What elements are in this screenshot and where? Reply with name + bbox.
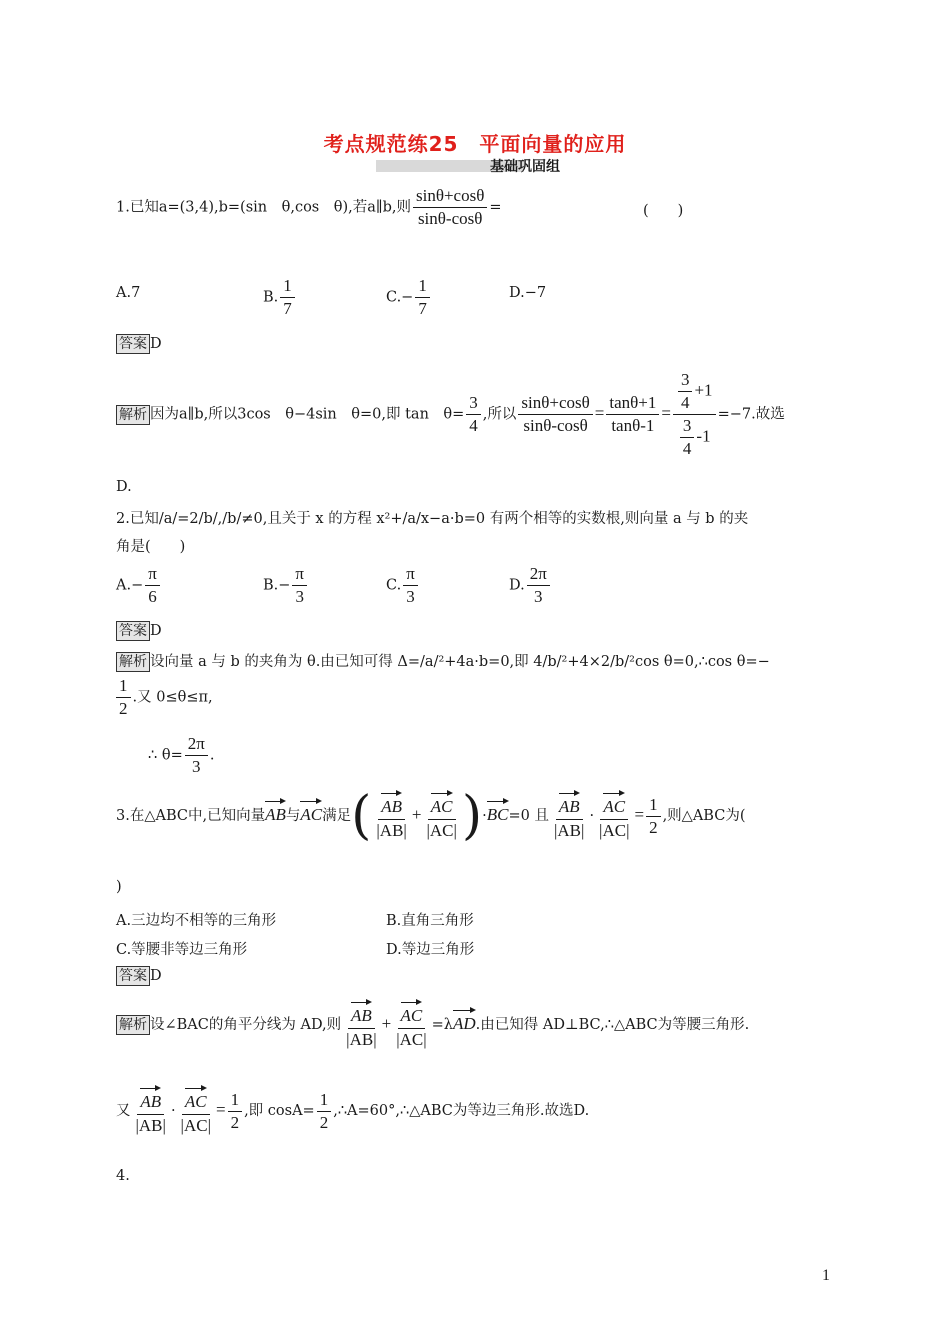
- vec-ac: AC: [300, 799, 322, 825]
- q1-r3-num: [673, 370, 716, 415]
- q3-analysis-text-3a: 又: [116, 1103, 131, 1119]
- q3-stem-text-2: ,则△ABC为(: [662, 808, 746, 824]
- q2-analysis-text-2: .又 0≤θ≤π,: [132, 689, 213, 706]
- q3-answer-value: D: [150, 968, 162, 984]
- q2-c-num: π: [403, 564, 418, 586]
- q1-option-b-frac: [280, 276, 295, 319]
- q1-ratio-2: [606, 393, 659, 436]
- q2-stem-line-1: 2.已知/a/=2/b/,/b/≠0,且关于 x 的方程 x²+/a/x−a·b=0 有两个相等的实数根,则向量 a 与 b 的夹: [116, 511, 749, 527]
- q3-a-unit-ac: [393, 1000, 429, 1050]
- q3-option-c: C.等腰非等边三角形: [116, 942, 248, 958]
- q2-c-frac: [403, 564, 418, 607]
- q3-analysis-text-3b: ,即 cosA=: [244, 1103, 315, 1119]
- analysis-tag: 解析: [116, 405, 150, 425]
- q3-b-half-num: 1: [228, 1090, 243, 1112]
- q2-b-frac: [292, 564, 307, 607]
- q2-half-num: 1: [116, 676, 131, 698]
- analysis-tag: 解析: [116, 1015, 150, 1035]
- q2-res-den: 3: [192, 757, 201, 776]
- norm-ac: |AC|: [426, 821, 457, 840]
- q1-analysis-text-1: 因为a∥b,所以3cos θ−4sin θ=0,即 tan θ=: [150, 406, 465, 423]
- q1-fraction: [413, 186, 487, 229]
- q1-eq-3: =: [661, 403, 671, 423]
- q1-stem-text: 1.已知a=(3,4),b=(sin θ,cos θ),若a∥b,则: [116, 199, 411, 216]
- page-number: 1: [822, 1267, 830, 1284]
- vec-ab: AB: [559, 791, 580, 817]
- answer-tag: 答案: [116, 334, 150, 354]
- lambda: =λ: [431, 1017, 453, 1033]
- q3-analysis-text-1: 设∠BAC的角平分线为 AD,则: [150, 1017, 342, 1033]
- q2-a-label: A.−: [116, 577, 144, 594]
- q3-c-half-num: 1: [317, 1090, 332, 1112]
- q3-unit-ac: [423, 791, 459, 841]
- q3-unit-ab-2: [551, 791, 587, 841]
- q1-analysis-text-2: ,所以: [482, 406, 517, 423]
- q3-analysis-text-2: .由已知得 AD⊥BC,∴△ABC为等腰三角形.: [475, 1017, 750, 1033]
- answer-tag: 答案: [116, 621, 150, 641]
- right-paren: ): [461, 786, 483, 846]
- norm-ac: |AC|: [599, 821, 630, 840]
- q1-r3-top-tail: +1: [694, 380, 713, 400]
- q1-analysis: [116, 370, 785, 459]
- vec-ab: AB: [140, 1086, 161, 1112]
- q2-result: [148, 734, 214, 777]
- q2-option-b: [263, 564, 309, 607]
- q1-option-d: D.−7: [509, 285, 547, 301]
- q2-half-frac: [116, 676, 131, 719]
- q1-r3-bot-den: 4: [682, 439, 692, 458]
- norm-ac: |AC|: [180, 1116, 211, 1135]
- vec-ab: AB: [265, 799, 286, 825]
- q3-b-half-den: 2: [230, 1112, 240, 1132]
- q1-r3-top-den: 4: [680, 393, 690, 412]
- q1-option-b: [263, 276, 297, 319]
- q4-label: 4.: [116, 1168, 130, 1184]
- q2-b-den: 3: [295, 587, 304, 606]
- vec-ad: AD: [453, 1008, 476, 1034]
- vec-ab: AB: [381, 791, 402, 817]
- q1-frac-den: sinθ-cosθ: [417, 209, 483, 228]
- q1-r3-bot-num: 3: [680, 416, 695, 438]
- q3-c-half-den: 2: [319, 1112, 329, 1132]
- q1-r1-den: sinθ-cosθ: [523, 416, 588, 435]
- q3-b-unit-ac: [178, 1086, 214, 1136]
- q3-unit-ac-2: [596, 791, 632, 841]
- norm-ab: |AB|: [376, 821, 407, 840]
- q1-eq-2: =: [594, 403, 605, 423]
- norm-ab: |AB|: [554, 821, 585, 840]
- q1-b-num: 1: [280, 276, 295, 298]
- q3-eq0: =0 且: [508, 808, 549, 824]
- q1-r3-top-frac: [678, 370, 693, 413]
- vec-ac: AC: [401, 1000, 423, 1026]
- q1-r2-num: tanθ+1: [606, 393, 659, 415]
- q1-r3-den: [675, 415, 714, 459]
- q3-stem-line-2: ): [116, 879, 122, 895]
- q1-blank: ( ): [643, 203, 684, 219]
- q3-half-den: 2: [649, 817, 658, 837]
- q1-frac-num: sinθ+cosθ: [413, 186, 487, 208]
- q2-option-a: [116, 564, 162, 607]
- q2-d-label: D.: [509, 577, 525, 594]
- q1-b-den: 7: [283, 299, 292, 318]
- q1-c-num: 1: [415, 276, 430, 298]
- norm-ab: |AB|: [346, 1030, 377, 1049]
- q2-a-num: π: [145, 564, 160, 586]
- q3-b-half: [228, 1090, 243, 1133]
- q1-c-den: 7: [418, 299, 427, 318]
- q1-r3-bot-tail: -1: [696, 426, 711, 446]
- q1-ratio-1: [518, 393, 592, 436]
- q2-c-label: C.: [386, 577, 402, 594]
- q2-d-num: 2π: [527, 564, 550, 586]
- analysis-tag: 解析: [116, 652, 150, 672]
- q1-r2-den: tanθ-1: [611, 416, 655, 435]
- q3-option-d: D.等边三角形: [386, 942, 475, 958]
- q3-a-unit-ab: [343, 1000, 379, 1050]
- q2-analysis-cont: [114, 676, 213, 719]
- dot: ·: [170, 1103, 176, 1119]
- q2-b-label: B.−: [263, 577, 291, 594]
- vec-ac: AC: [603, 791, 625, 817]
- q2-option-d: [509, 564, 552, 607]
- norm-ab: |AB|: [135, 1116, 166, 1135]
- plus: +: [381, 1014, 392, 1033]
- plus: +: [411, 805, 422, 824]
- q3-stem-text-1: 3.在△ABC中,已知向量: [116, 808, 266, 824]
- q1-option-c-frac: [415, 276, 430, 319]
- page-title: 考点规范练25 平面向量的应用: [323, 132, 627, 156]
- q2-res-num: 2π: [185, 734, 208, 756]
- q3-unit-ab: [373, 791, 409, 841]
- q3-and: 与: [285, 808, 301, 824]
- q1-option-c-label: C.−: [386, 289, 414, 306]
- q1-option-b-label: B.: [263, 289, 279, 306]
- q1-eq: =: [489, 199, 502, 216]
- q1-r1-num: sinθ+cosθ: [518, 393, 592, 415]
- dot: ·: [482, 808, 487, 824]
- q1-stem: [116, 186, 502, 229]
- q3-analysis-cont: 又 $\frac{AB}{|AB|}$ · $\frac{AC}{|AC|}$ = $\frac{1}{2}$ ,即 cosA= $\frac{1}{2}$ ,∴A=60°,∴△ABC为等边三角形.故选D.: [116, 1086, 589, 1136]
- left-paren: (: [351, 786, 372, 846]
- q3-analysis-text-3c: ,∴A=60°,∴△ABC为等边三角形.故选D.: [333, 1103, 590, 1119]
- q2-analysis-text-1: 设向量 a 与 b 的夹角为 θ.由已知可得 Δ=/a/²+4a·b=0,即 4/b/²+4×2/b/²cos θ=0,∴cos θ=−: [150, 654, 770, 670]
- q1-analysis-end: D.: [116, 479, 132, 495]
- q2-option-c: [386, 564, 420, 607]
- q1-tan-frac: [466, 393, 481, 436]
- q2-half-den: 2: [119, 699, 128, 718]
- vec-bc: BC: [487, 799, 509, 825]
- q3-option-b: B.直角三角形: [386, 913, 474, 929]
- q1-tan-num: 3: [466, 393, 481, 415]
- q2-c-den: 3: [406, 587, 415, 606]
- q2-b-num: π: [292, 564, 307, 586]
- q3-satisfy: 满足: [322, 808, 352, 824]
- q1-analysis-text-3: =−7.故选: [717, 406, 785, 423]
- q1-answer-value: D: [150, 336, 162, 352]
- q2-a-den: 6: [148, 587, 157, 606]
- q3-stem: 3.在△ABC中,已知向量AB与AC满足( $\frac{AB}{|AB|}$ + $\frac{AC}{|AC|}$ )·BC=0 且 $\frac{AB}{|AB|}$ · $\frac{AC}{|AC|}$ = $\frac{1}{2}$ ,则△ABC为(: [116, 786, 746, 846]
- q1-tan-den: 4: [469, 416, 478, 435]
- q2-stem-line-2: 角是( ): [116, 539, 186, 555]
- q3-option-a: A.三边均不相等的三角形: [116, 913, 277, 929]
- q2-analysis: [116, 650, 770, 672]
- q1-option-c: [386, 276, 432, 319]
- q1-r3-top-num: 3: [678, 370, 693, 392]
- q1-option-a: A.7: [116, 285, 141, 301]
- norm-ac: |AC|: [396, 1030, 427, 1049]
- q3-c-half: [317, 1090, 332, 1133]
- vec-ac: AC: [185, 1086, 207, 1112]
- q3-half-num: 1: [646, 795, 661, 817]
- q1-r3-bot-frac: [680, 416, 695, 459]
- q2-d-frac: [527, 564, 550, 607]
- vec-ac: AC: [431, 791, 453, 817]
- dot: ·: [589, 808, 595, 824]
- vec-ab: AB: [351, 1000, 372, 1026]
- q1-answer: [116, 334, 162, 354]
- q3-b-unit-ab: [133, 1086, 169, 1136]
- section-subtitle: 基础巩固组: [490, 159, 560, 175]
- q2-res-tail: .: [209, 747, 215, 764]
- q2-a-frac: [145, 564, 160, 607]
- q2-result-frac: [185, 734, 208, 777]
- q3-analysis: [116, 1000, 749, 1050]
- answer-tag: 答案: [116, 966, 150, 986]
- q2-answer: [116, 621, 162, 641]
- q3-answer: [116, 966, 162, 986]
- q1-ratio-3: [673, 370, 716, 459]
- q2-d-den: 3: [534, 587, 543, 606]
- q3-half-frac: [646, 795, 661, 838]
- q2-therefore: ∴ θ=: [148, 747, 183, 764]
- q2-answer-value: D: [150, 623, 162, 639]
